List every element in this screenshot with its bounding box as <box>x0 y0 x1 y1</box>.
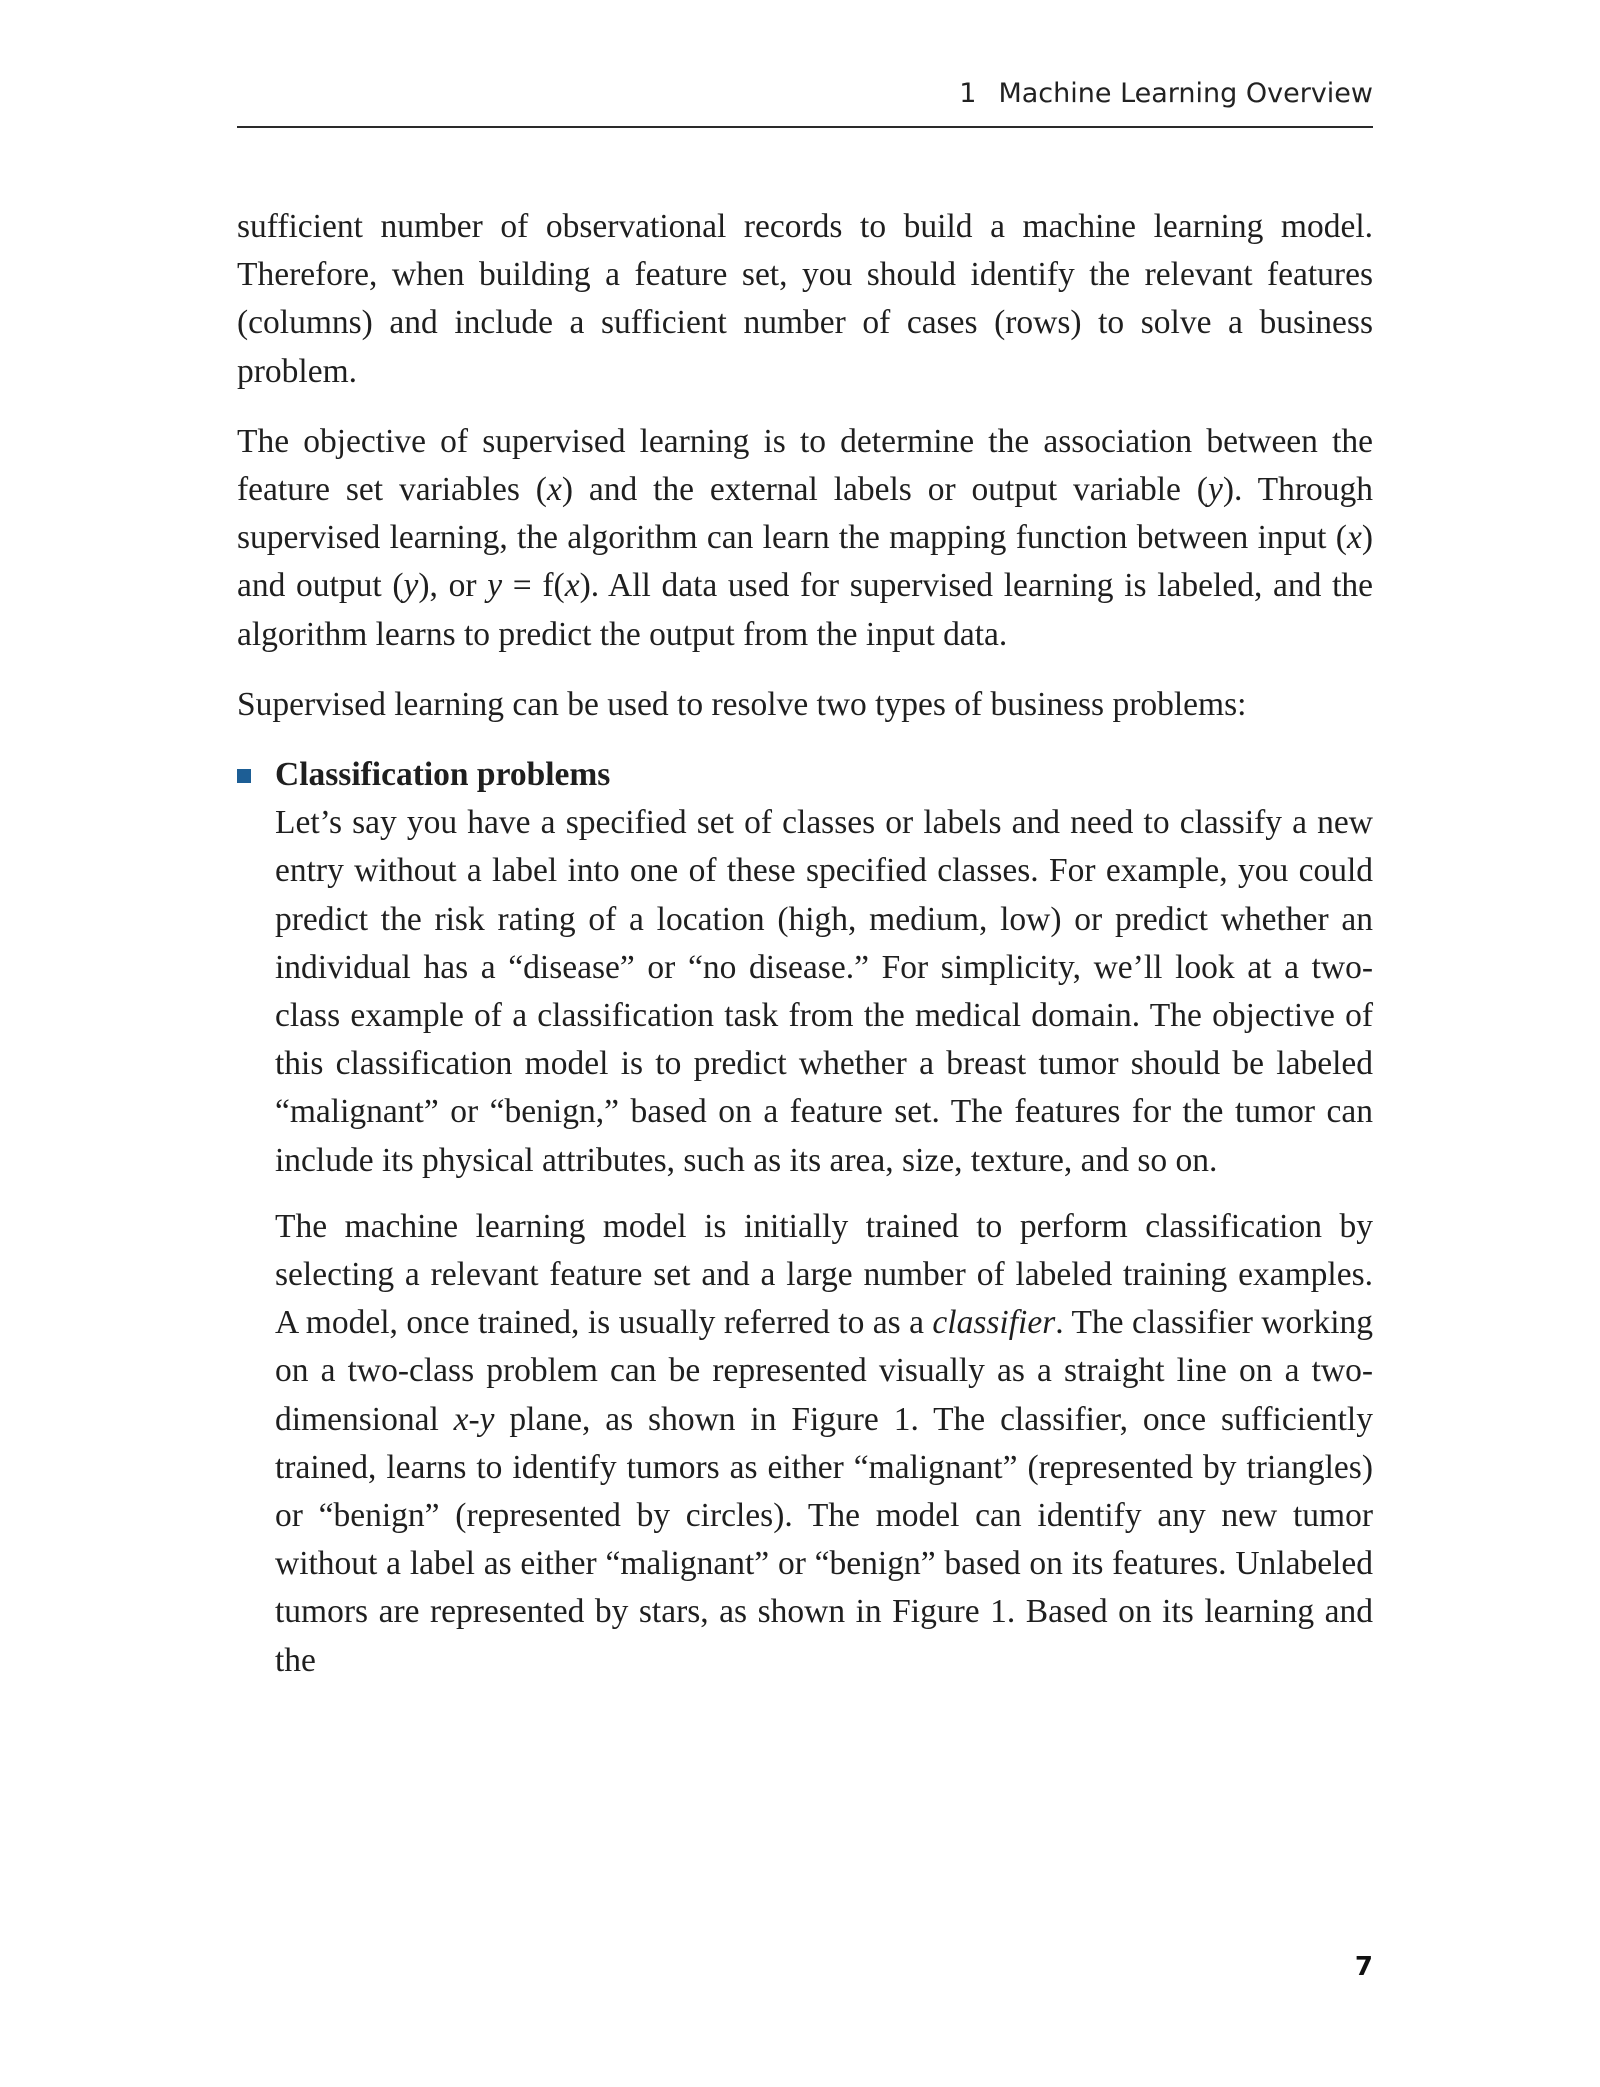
text-run: = f( <box>502 567 565 605</box>
paragraph-supervised-objective <box>237 418 1373 659</box>
running-header <box>237 78 1373 109</box>
variable-y: y <box>487 567 503 605</box>
page-body <box>237 203 1373 1703</box>
text-run: plane, as shown in Figure 1. The classifier, once sufficiently trained, learns to identify tumors as either “malignant” (represented by triangles) or “benign” (represented by circles). The model can identify any new tumor without a label as either “malignant” or “benign” based on its features. Unlabeled tumors are represented by stars, as shown in Figure 1. Based on its learning and the <box>275 1400 1373 1679</box>
text-run: ). All data used for supervised learning is labeled, and the algorithm learns to predict the output from the input data. <box>237 567 1374 653</box>
square-bullet-icon <box>237 769 251 783</box>
variable-x: x <box>1346 519 1362 557</box>
chapter-number: 1 <box>959 78 977 109</box>
variable-x: x <box>546 471 562 509</box>
bullet-paragraph-classifier <box>275 1203 1373 1685</box>
variable-x: x <box>564 567 580 605</box>
header-rule <box>237 126 1373 128</box>
page-number: 7 <box>1354 1952 1373 1982</box>
text-run: The objective of supervised learning is to determine the association between the feature set variables ( <box>237 422 1373 509</box>
text-run: The machine learning model is initially trained to perform classification by selecting a relevant feature set and a large number of labeled training examples. A model, once trained, is usually referred to as a <box>275 1207 1373 1342</box>
bullet-title: Classification problems <box>275 756 611 794</box>
text-run: . The classifier working on a two-class problem can be represented visually as a straight line on a two-dimensional <box>275 1304 1373 1438</box>
paragraph-feature-set: sufficient number of observational records to build a machine learning model. Therefore, when building a feature set, you should identify the relevant features (columns) and include a sufficient number of cases (rows) to solve a business problem. <box>237 208 1373 390</box>
paragraph-problem-types: Supervised learning can be used to resolve two types of business problems: <box>237 685 1247 723</box>
bullet-paragraph: Let’s say you have a specified set of classes or labels and need to classify a new entry without a label into one of these specified classes. For example, you could predict the risk rating of a location (high, medium, low) or predict whether an individual has a “disease” or “no disease.” For simplicity, we’ll look at a two-class example of a classification task from the medical domain. The objective of this classification model is to predict whether a breast tumor should be labeled “malignant” or “benign,” based on a feature set. The features for the tumor can include its physical attributes, such as its area, size, texture, and so on. <box>275 804 1373 1179</box>
text-run: ), or <box>418 567 488 605</box>
chapter-title: Machine Learning Overview <box>998 78 1373 109</box>
term-classifier: classifier <box>932 1304 1056 1342</box>
bullet-classification <box>237 751 1373 1685</box>
term-x-y: x-y <box>453 1400 495 1438</box>
text-run: ) and output ( <box>237 519 1373 605</box>
variable-y: y <box>1207 471 1223 509</box>
variable-y: y <box>403 567 419 605</box>
text-run: ). Through supervised learning, the algorithm can learn the mapping function between input ( <box>237 471 1374 557</box>
text-run: ) and the external labels or output variable ( <box>561 471 1208 509</box>
